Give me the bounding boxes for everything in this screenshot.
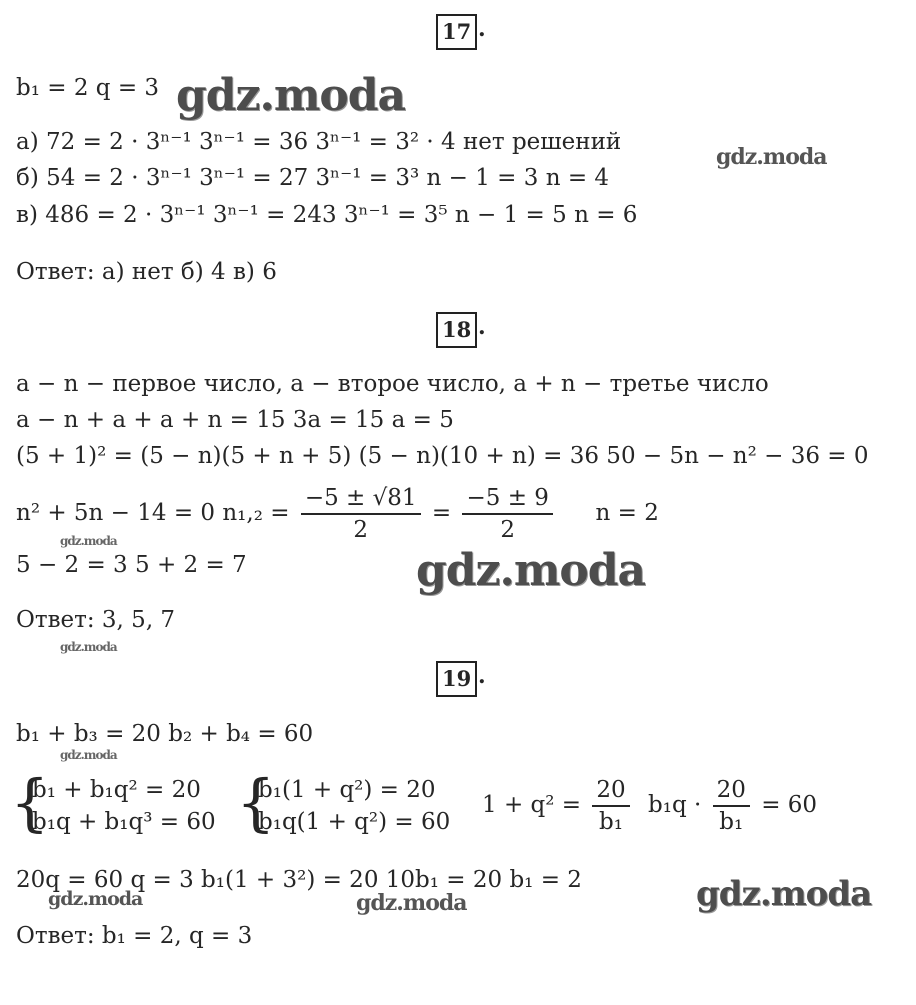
watermark-logo-6: gdz.moda (60, 748, 117, 762)
watermark-logo-7: gdz.moda (48, 888, 143, 910)
watermark-logo-1: gdz.moda (176, 70, 406, 121)
p19-eq4-num: 20 (713, 775, 750, 807)
problem-17-dot: . (478, 16, 486, 42)
watermark-logo-3: gdz.moda (60, 534, 117, 548)
p19-system-1-bottom: b₁q + b₁q³ = 60 (32, 809, 216, 835)
p19-system-1-brace: { (10, 766, 50, 839)
p19-system-1 (32, 774, 216, 838)
watermark-logo-2: gdz.moda (716, 144, 827, 170)
p19-system-2 (258, 774, 450, 838)
p18-line4-left: n² + 5n − 14 = 0 n₁,₂ = (16, 500, 290, 526)
p19-eq4 (648, 772, 817, 838)
p18-equals: = (431, 500, 452, 526)
p19-eq3-fraction (592, 775, 629, 837)
p17-answer: Ответ: а) нет б) 4 в) 6 (16, 259, 277, 285)
p18-fraction-1-num: −5 ± √81 (301, 483, 421, 515)
problem-18-dot: . (478, 314, 486, 340)
p17-line-a: а) 72 = 2 · 3ⁿ⁻¹ 3ⁿ⁻¹ = 36 3ⁿ⁻¹ = 3² · 4 нет решений (16, 129, 622, 155)
p18-fraction-2 (462, 483, 552, 545)
p17-given: b₁ = 2 q = 3 (16, 75, 160, 101)
p18-fraction-2-num: −5 ± 9 (462, 483, 552, 515)
p19-line1: b₁ + b₃ = 20 b₂ + b₄ = 60 (16, 721, 314, 747)
watermark-logo-9: gdz.moda (696, 874, 872, 914)
p19-answer: Ответ: b₁ = 2, q = 3 (16, 923, 253, 949)
p19-eq4-left: b₁q · (648, 792, 702, 818)
watermark-logo-4: gdz.moda (416, 545, 646, 596)
p17-line-b: б) 54 = 2 · 3ⁿ⁻¹ 3ⁿ⁻¹ = 27 3ⁿ⁻¹ = 3³ n − 1 = 3 n = 4 (16, 165, 610, 191)
problem-19-number: 19 (436, 661, 477, 697)
problem-17-number: 17 (436, 14, 477, 50)
watermark-logo-8: gdz.moda (356, 890, 467, 916)
problem-19-dot: . (478, 663, 486, 689)
p18-line3: (5 + 1)² = (5 − n)(5 + n + 5) (5 − n)(10 + n) = 36 50 − 5n − n² − 36 = 0 (16, 443, 869, 469)
p19-eq4-den: b₁ (719, 809, 744, 835)
p19-eq3 (482, 772, 634, 838)
p18-answer: Ответ: 3, 5, 7 (16, 607, 176, 633)
p19-eq4-right: = 60 (761, 792, 818, 818)
p18-line2: a − n + a + a + n = 15 3a = 15 a = 5 (16, 407, 454, 433)
p19-system-2-bottom: b₁q(1 + q²) = 60 (258, 809, 451, 835)
problem-18-number: 18 (436, 312, 477, 348)
watermark-logo-5: gdz.moda (60, 640, 117, 654)
p18-line5: 5 − 2 = 3 5 + 2 = 7 (16, 552, 247, 578)
p17-line-c: в) 486 = 2 · 3ⁿ⁻¹ 3ⁿ⁻¹ = 243 3ⁿ⁻¹ = 3⁵ n − 1 = 5 n = 6 (16, 202, 638, 228)
p19-system-1-top: b₁ + b₁q² = 20 (32, 777, 201, 803)
p18-line1: a − n − первое число, a − второе число, a + n − третье число (16, 371, 769, 397)
p19-eq3-den: b₁ (599, 809, 623, 835)
p19-system-2-brace: { (236, 766, 276, 839)
p19-eq3-left: 1 + q² = (482, 792, 582, 818)
p18-fraction-2-den: 2 (500, 517, 516, 543)
p19-eq4-fraction (713, 775, 750, 837)
p19-eq3-num: 20 (592, 775, 629, 807)
p19-line3: 20q = 60 q = 3 b₁(1 + 3²) = 20 10b₁ = 20 b₁ = 2 (16, 867, 582, 893)
p18-line4-right: n = 2 (595, 500, 659, 526)
p19-system-2-top: b₁(1 + q²) = 20 (258, 777, 436, 803)
p18-fraction-1 (301, 483, 421, 545)
p18-fraction-1-den: 2 (353, 517, 369, 543)
